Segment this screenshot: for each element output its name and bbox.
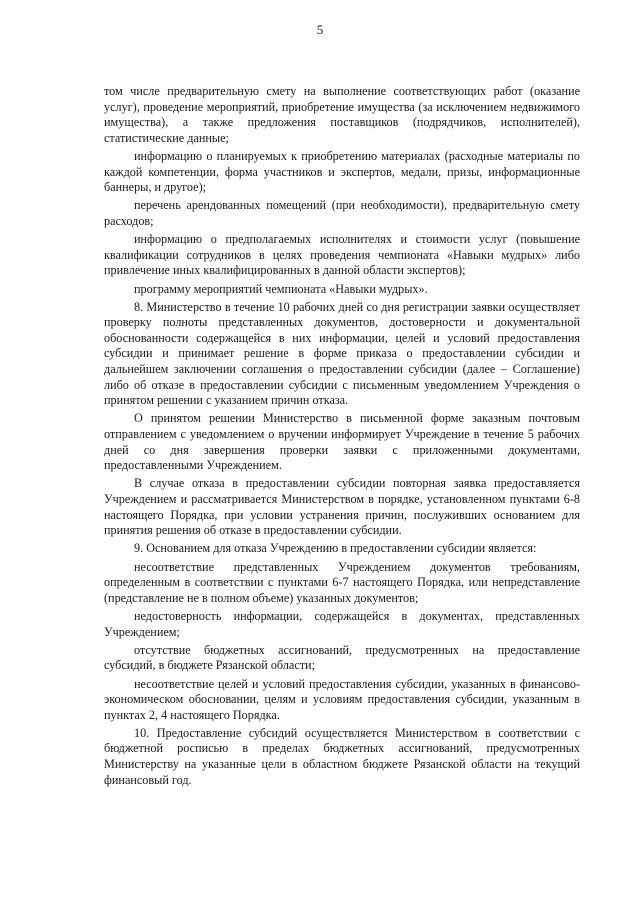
paragraph-rented-premises: перечень арендованных помещений (при необходимости), предварительную смету расходов; xyxy=(104,198,580,228)
paragraph-clause-8: 8. Министерство в течение 10 рабочих дней со дня регистрации заявки осуществляет проверку полноты представленных документов, достоверности и документальной обоснованности содержащейся в них информации, целей и условий предоставления субсидии и принимает решение в форме приказа о предоставлении субсидии и дальнейшем заключении соглашения о предоставлении субсидии (далее – Соглашение) либо об отказе в предоставлении субсидии с письменным уведомлением Учреждения о принятом решении с указанием причин отказа. xyxy=(104,299,580,408)
paragraph-refusal-reason-unreliable: недостоверность информации, содержащейся в документах, представленных Учреждением; xyxy=(104,608,580,639)
paragraph-refusal-reason-documents: несоответствие представленных Учреждением документов требованиям, определенным в соответствии с пунктами 6-7 настоящего Порядка, или непредставление (представление не в полном объеме) указанных документов; xyxy=(104,559,580,605)
page-number: 5 xyxy=(316,22,324,37)
paragraph-repeat-application: В случае отказа в предоставлении субсидии повторная заявка предоставляется Учреждением и рассматривается Министерством в порядке, установленном пунктами 6-8 настоящего Порядка, при условии устранения причин, послуживших основанием для принятия решения об отказе в предоставлении субсидии. xyxy=(104,476,580,538)
paragraph-executors-info: информацию о предполагаемых исполнителях и стоимости услуг (повышение квалификации сотрудников в целях проведения чемпионата «Навыки мудрых» либо привлечение иных квалифицированных в данной области экспертов); xyxy=(104,232,580,278)
paragraph-refusal-reason-no-budget: отсутствие бюджетных ассигнований, предусмотренных на предоставление субсидий, в бюджете Рязанской области; xyxy=(104,642,580,673)
paragraph-refusal-reason-mismatch: несоответствие целей и условий предоставления субсидии, указанных в финансово-экономическом обосновании, целям и условиям предоставления субсидии, указанным в пунктах 2, 4 настоящего Порядка. xyxy=(104,676,580,722)
paragraph-clause-9: 9. Основанием для отказа Учреждению в предоставлении субсидии является: xyxy=(134,541,537,556)
paragraph-estimate-continuation: том числе предварительную смету на выполнение соответствующих работ (оказание услуг), проведение мероприятий, приобретение имущества (за исключением недвижимого имущества), а также предложения поставщиков (подрядчиков, исполнителей), статистические данные; xyxy=(104,84,580,145)
document-body xyxy=(104,84,580,791)
paragraph-materials-info: информацию о планируемых к приобретению материалах (расходные материалы по каждой компетенции, форма участников и экспертов, медали, призы, информационные баннеры, и другое); xyxy=(104,148,580,195)
paragraph-clause-10: 10. Предоставление субсидий осуществляется Министерством в соответствии с бюджетной росписью в пределах бюджетных ассигнований, предусмотренных Министерству на указанные цели в областном бюджете Рязанской области на текущий финансовый год. xyxy=(104,725,580,787)
paragraph-decision-notification: О принятом решении Министерство в письменной форме заказным почтовым отправлением с уведомлением о вручении информирует Учреждение в течение 5 рабочих дней со дня завершения проверки заявки с приложенными документами, предоставленными Учреждением. xyxy=(104,411,580,473)
paragraph-event-program: программу мероприятий чемпионата «Навыки мудрых». xyxy=(134,281,428,296)
